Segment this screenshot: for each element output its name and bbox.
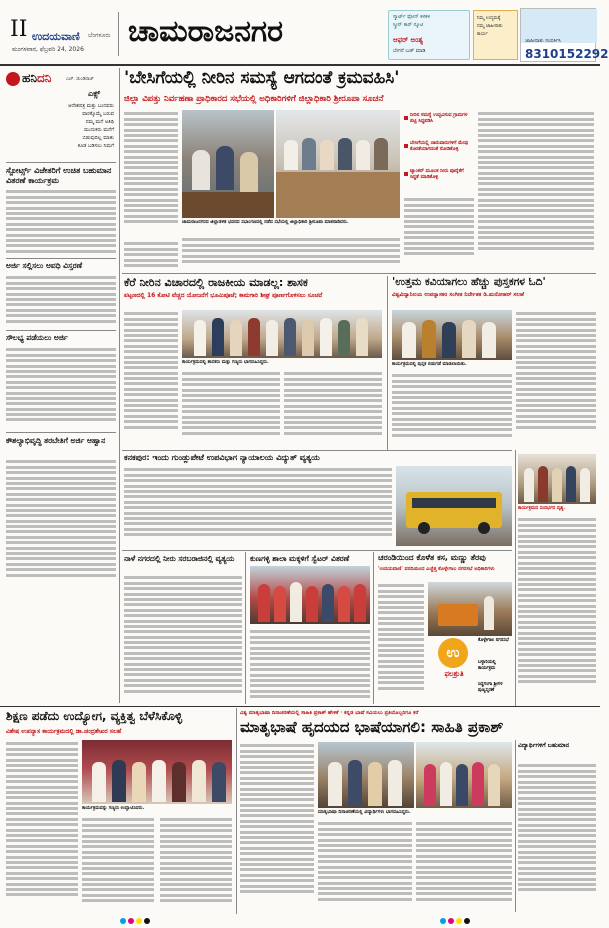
masthead-ad-right[interactable] [520,8,609,62]
bullet-icon [404,144,408,148]
ad2-text-3: ಕಾರ್ಯ [477,32,488,37]
main-body-col2 [182,236,400,268]
left-story1-body [6,188,116,256]
main-photo-right [276,110,400,218]
sidebar-heading-3: ಸಿದ್ಧಗಂಗಾ ಶ್ರೀಗಳ ಪುಣ್ಯಸ್ಮರಣೆ [478,682,503,693]
right-col-body [518,516,596,702]
main-photo-left [182,110,274,218]
main-subhead: ಜಿಲ್ಲಾ ವಿಪತ್ತು ನಿರ್ವಹಣಾ ಪ್ರಾಧಿಕಾರದ ಸಭೆಯಲ್ಲಿ ಅಧಿಕಾರಿಗಳಿಗೆ ಜಿಲ್ಲಾಧಿಕಾರಿ ಶ್ರೀರೂಪಾ ಸೂಚನೆ [124,94,384,104]
row3-story3-body [378,582,424,702]
bottom-left-photo [82,740,232,804]
ad-text-2: ಸ್ಕ್ರೀನ್ ಕಾರ್ ಸ್ಕೂಟಿ [393,22,424,28]
mid-story-photo [182,310,382,358]
left-story3-body [6,346,116,430]
bottom-right-kicker: ವಿಶ್ವ ಮಾತೃಭಾಷಾ ದಿನಾಚರಣೆಯಲ್ಲಿ ಸಾಹಿತಿ ಪ್ರಕಾಶ್ ಹೇಳಿಕೆ · ಕನ್ನಡ ಭಾಷೆ ಸವಿಯಲು ಪ್ರತಿಯೊಬ್ಬರಿಗೂ ಕರೆ [240,710,419,716]
row3-story2-body [250,628,370,704]
book-story-headline: 'ಉತ್ತಮ ಕವಿಯಾಗಲು ಹೆಚ್ಚು ಪುಸ್ತಕಗಳ ಓದಿ' [392,276,546,288]
row3-story1-body [124,574,242,704]
ad2-text-1: ನಿಮ್ಮ ಉದ್ಯಮಕ್ಕೆ [477,16,501,21]
bottom-right-col1 [240,742,314,910]
book-story-caption: ಕಾರ್ಯಕ್ರಮದಲ್ಲಿ ಪುಸ್ತಕ ಬಿಡುಗಡೆ ಮಾಡಲಾಯಿತು. [392,362,467,367]
mid-story-col1 [124,310,178,444]
hani-dani-box [6,70,116,160]
bottom-right-photo-right [416,742,512,808]
row3-story2-headline: ಕುಣಗಳ್ಳಿ ಶಾಲಾ ಮಕ್ಕಳಿಗೆ ಸ್ವೆಟರ್ ವಿತರಣೆ [250,554,350,563]
row3-story3-headline: ಚರಂಡಿಯಿಂದ ಕೊಳೆತ ಕಸ, ಮಣ್ಣು ತೆರವು [378,553,486,562]
hani-verse-line: ನಮ್ಮ ಮನೆ ಅತಿಥಿ [85,119,114,125]
main-body-col3 [124,240,178,270]
phalashruti-icon: ಉ [438,638,468,668]
bullet-1: ನೀರಿನ ಸಮಸ್ಯೆ ಉದ್ಭವಿಸುವ ಗ್ರಾಮಗಳ ಪಟ್ಟಿ ಸಿದ್ಧಪಡಿಸಿ [410,113,468,125]
issue-date: ಮಂಗಳವಾರ, ಫೆಬ್ರವರಿ 24, 2026 [12,46,84,53]
main-photo-caption: ಚಾಮರಾಜನಗರದ ಜಿಲ್ಲಾಡಳಿತ ಭವನದ ಸಭಾಂಗಣದಲ್ಲಿ ನಡೆದ ಸಭೆಯಲ್ಲಿ ಜಿಲ್ಲಾಧಿಕಾರಿ ಶ್ರೀರೂಪಾ ಮಾತನಾಡಿದರು. [182,220,349,225]
row3-story2-photo [250,566,370,624]
hani-verse [18,102,114,150]
mid-story-caption: ಕಾರ್ಯಕ್ರಮದಲ್ಲಿ ಶಾಸಕರು ಮತ್ತು ಗಣ್ಯರು ಭಾಗವಹಿಸಿದ್ದರು. [182,360,269,365]
registration-mark-icon [456,918,462,924]
far-right-body [518,762,596,910]
left-story2-headline: ಅರ್ಜಿ ಸಲ್ಲಿಸಲು ಅವಧಿ ವಿಸ್ತರಣೆ [6,261,83,270]
bottom-right-photo-left [318,742,414,808]
masthead-ad-left[interactable] [388,10,470,60]
bottom-left-caption: ಕಾರ್ಯಕ್ರಮವನ್ನು ಗಣ್ಯರು ಉದ್ಘಾಟಿಸಿದರು. [82,806,145,811]
hani-verse-line: ವಾರಕ್ಕೊಮ್ಮೆ ಬರುವ [82,111,114,117]
page-number: II [10,17,28,42]
bottom-right-headline: ಮಾತೃಭಾಷೆ ಹೃದಯದ ಭಾಷೆಯಾಗಲಿ: ಸಾಹಿತಿ ಪ್ರಕಾಶ್ [240,718,504,736]
row3-sidebar [478,638,514,702]
bullet-icon [404,172,408,176]
ad-phone: 8310152292 [525,47,609,61]
mid-story-headline: ಕೆರೆ ನೀರಿನ ವಿಚಾರದಲ್ಲಿ ರಾಜಕೀಯ ಮಾಡಲ್ಲ: ಶಾಸಕ [124,276,308,289]
bottom-left-headline: ಶಿಕ್ಷಣ ಪಡೆದು ಉದ್ಯೋಗ, ವ್ಯಕ್ತಿತ್ವ ಬೆಳೆಸಿಕೊಳ್ಳಿ [6,709,183,723]
mid-story-subhead: ಪಟ್ಟಣದಲ್ಲಿ 16 ಕೋಟಿ ವೆಚ್ಚದ ಯೋಜನೆಗೆ ಭೂಮಿಪೂಜೆ; ಕಾಮಗಾರಿ ಶೀಘ್ರ ಪೂರ್ಣಗೊಳಿಸಲು ಸೂಚನೆ [124,292,323,299]
ad-contact: ಜಾಹೀರಾತು ಸಂಪರ್ಕಿಸಿ [525,38,561,44]
registration-mark-icon [128,918,134,924]
book-story-subhead: ವಿಶ್ವವಿದ್ಯಾನಿಲಯ ಉಪನ್ಯಾಸಕರ ಸಂಗೀತ ನಿರ್ದೇಶಕ ಡಿ.ಮನೋಹರ್ ಸಲಹೆ [392,292,525,298]
ad2-text-2: ನಮ್ಮ ಜಾಹೀರಾತು [477,24,503,29]
hani-logo-icon [6,72,20,86]
row3-story3-photo [428,582,512,636]
book-story-col2 [516,310,596,444]
bottom-left-subhead: ವಿಶೇಷ ಉಪನ್ಯಾಸ ಕಾರ್ಯಕ್ರಮದಲ್ಲಿ ಡಾ.ಚಂದ್ರಶೇಖರ ಸಲಹೆ [6,728,122,735]
bullet-2: ಬೇಸಿಗೆಯಲ್ಲಿ ಜಾನುವಾರುಗಳಿಗೆ ಮೇವು ಕೊರತೆಯಾಗದಂತೆ ನೋಡಿಕೊಳ್ಳಿ [410,141,469,153]
registration-mark-icon [440,918,446,924]
row3-story1-headline: ನಾಳೆ ನಗರದಲ್ಲಿ ನೀರು ಸರಬರಾಜಿನಲ್ಲಿ ವ್ಯತ್ಯಯ [124,554,235,563]
registration-mark-icon [136,918,142,924]
left-story1-headline: ಸ್ಪೋರ್ಟ್ಸ್ ವಿಜೇತರಿಗೆ ಉಚಿತ ಬಹುಮಾನ ವಿತರಣೆ ಕಾರ್ಯಕ್ರಮ [6,166,112,185]
paper-name: ಉದಯವಾಣಿ [32,30,80,43]
left-story4-headline: ಕೌಶಲ್ಯಾಭಿವೃದ್ಧಿ ತರಬೇತಿಗೆ ಅರ್ಜಿ ಆಹ್ವಾನ [6,436,106,445]
bullet-icon [404,116,408,120]
registration-mark-icon [448,918,454,924]
mid-story-col2 [182,370,280,444]
bullet-3: ಟ್ಯಾಂಕರ್ ಮೂಲಕ ನೀರು ಪೂರೈಕೆಗೆ ಸಿದ್ಧತೆ ಮಾಡಿಕೊಳ್ಳಿ [410,169,464,181]
bottom-right-col2 [318,820,412,910]
bottom-left-col1 [6,740,78,910]
right-col-caption: ಕಾರ್ಯಕ್ರಮದ ಸಂದರ್ಭದ ದೃಶ್ಯ. [518,506,566,511]
main-headline: 'ಬೇಸಿಗೆಯಲ್ಲಿ ನೀರಿನ ಸಮಸ್ಯೆ ಆಗದಂತೆ ಕ್ರಮವಹಿಸಿ' [124,68,400,88]
karnataka-story-headline: ಕನಕಪುರ: ಇಂದು ಗುಂಡ್ಲುಪೇಟೆ ಉಪವಿಭಾಗ ನ್ಯಾಯಾಲಯ ವಿದ್ಯುತ್ ವ್ಯತ್ಯಯ [124,453,320,462]
sidebar-heading-2: ಬಳ್ಳಾರಿಯಲ್ಲಿ ಕಾರ್ಯಕ್ರಮ [478,660,496,671]
hani-brand: ಹನಿದನಿ [22,71,52,85]
main-bullet-list [404,110,474,270]
sidebar-heading-1: ಕೊಳ್ಳೇಗಾಲ ನಗರಸಭೆ [478,638,509,643]
main-body-col1 [124,110,178,238]
edition: ಬೆಂಗಳೂರು [88,32,111,39]
mid-story-col3 [284,370,382,444]
registration-mark-icon [144,918,150,924]
far-right-heading: ವಿದ್ಯಾರ್ಥಿಗಳಿಗೆ ಬಹುಮಾನ [518,742,570,749]
karnataka-story-body [124,466,392,546]
book-story-col1 [392,372,512,444]
hani-byline: ಎಚ್. ಡುಂಡಿರಾಜ್ [66,77,94,82]
bus-photo [396,466,512,546]
hani-verse-line: ಮುದುಕರು ಮನೆಗೆ [84,127,114,133]
ad-text-3: ಆಫರ್ ಅಂತ್ಯ [393,36,423,44]
right-col-photo [518,454,596,504]
hani-title: ಎಕ್ಸ್ [88,89,101,98]
row3-story3-subhead: 'ಉದಯವಾಣಿ' ವರದಿಯಿಂದ ಎಚ್ಚೆತ್ತ ಕೊಳ್ಳೇಗಾಲ ನಗರಸಭೆ ಅಧಿಕಾರಿಗಳು [378,566,495,572]
left-story3-headline: ಸೌಲಭ್ಯ ಪಡೆಯಲು ಅರ್ಜಿ [6,333,68,342]
bottom-right-col3 [416,820,512,910]
book-story-photo [392,310,512,360]
left-story2-body [6,274,116,328]
hani-verse-line: ಆದೇಶಪತ್ರ ಮತ್ತು ಬಂದವರು [68,103,114,109]
registration-mark-icon [464,918,470,924]
bottom-right-caption: ಮಾತೃಭಾಷಾ ದಿನಾಚರಣೆಯಲ್ಲಿ ವಿದ್ಯಾರ್ಥಿಗಳು ಭಾಗವಹಿಸಿದ್ದರು. [318,810,411,815]
registration-mark-icon [120,918,126,924]
phalashruti-badge [432,638,476,682]
bottom-left-col3 [160,816,232,910]
left-story4-body [6,458,116,590]
masthead [0,0,609,64]
main-body-col4 [478,110,594,270]
ad-text-4: ಬೇಗನೆ ಬುಕ್ ಮಾಡಿ [393,48,426,54]
section-title: ಚಾಮರಾಜನಗರ [128,14,284,49]
hani-verse-line: ಬಿಡುವುದಿಲ್ಲ ಮಾತು [82,135,114,141]
phalashruti-label: ಫಲಶ್ರುತಿ [444,670,464,678]
bottom-left-col2 [82,816,154,910]
ad-text-1: ಸ್ಮಾರ್ಟ್ ಫೋನ್ ಕಳಕಳಿ [393,14,431,20]
hani-verse-line: ಕೂಡ ಬಡಿಸಲು ನಿಮಗೆ [77,143,114,149]
masthead-ad-mid[interactable] [473,10,518,60]
